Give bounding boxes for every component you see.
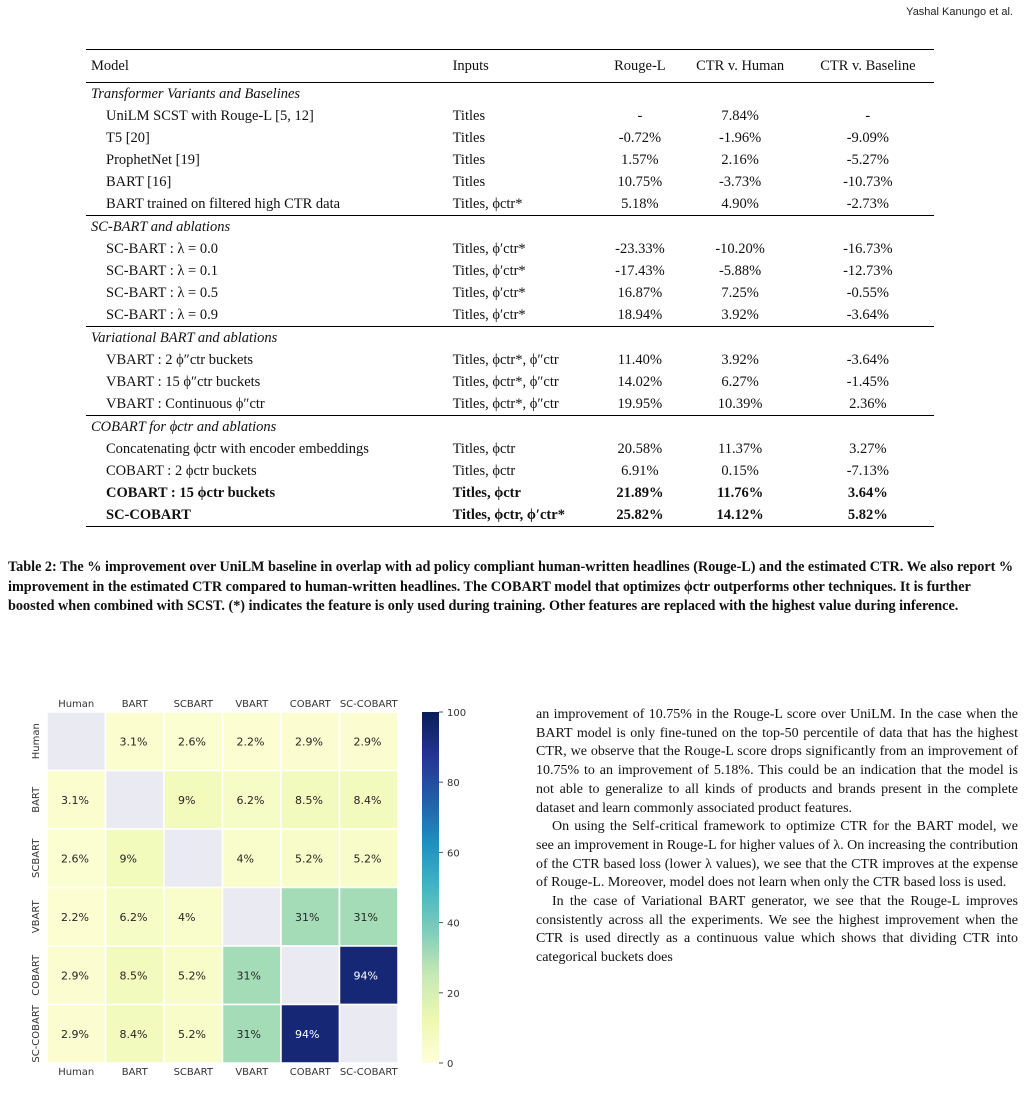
heatmap-top-tick-label: SCBART — [173, 699, 213, 710]
cell-rouge-l: 19.95% — [617, 395, 663, 412]
cell-ctr-vs-baseline: -9.09% — [846, 129, 889, 146]
cell-model: COBART : 2 ϕctr buckets — [106, 462, 257, 479]
heatmap-cell-label: 31% — [236, 969, 261, 983]
table-row — [86, 149, 934, 171]
heatmap-cell-label: 8.5% — [295, 793, 323, 807]
heatmap-bottom-tick-label: Human — [58, 1067, 95, 1078]
heatmap-cell-label: 9% — [119, 852, 137, 866]
section-header-row — [86, 416, 934, 439]
heatmap-cell — [47, 712, 106, 771]
cell-model: VBART : 2 ϕ″ctr buckets — [106, 351, 254, 368]
cell-ctr-vs-baseline: -7.13% — [846, 462, 889, 479]
cell-ctr-vs-human: 7.25% — [721, 284, 759, 301]
heatmap-cell-label: 3.1% — [119, 735, 148, 749]
heatmap-cell-label: 94% — [295, 1027, 320, 1041]
cell-ctr-vs-human: -5.88% — [718, 262, 762, 279]
cell-ctr-vs-human: 0.15% — [721, 462, 759, 479]
cell-ctr-vs-human: 11.37% — [718, 440, 763, 457]
heatmap-cell-label: 4% — [178, 910, 196, 924]
cell-ctr-vs-baseline: -3.64% — [846, 306, 889, 323]
colorbar-tick-label: 80 — [447, 778, 460, 790]
heatmap-cell-label: 5.2% — [353, 852, 382, 866]
colorbar-tick-label: 20 — [447, 988, 460, 1000]
heatmap-left-tick-label: COBART — [31, 954, 42, 996]
table-body — [86, 83, 934, 527]
heatmap-cell-label: 31% — [295, 910, 320, 924]
table-header-row — [86, 50, 934, 83]
cell-inputs: Titles, ϕ′ctr* — [452, 240, 526, 257]
heatmap-top-tick-label: COBART — [289, 699, 331, 710]
cell-inputs: Titles — [452, 173, 486, 190]
colorbar-tick-label: 60 — [447, 848, 460, 860]
cell-rouge-l: 25.82% — [601, 504, 678, 527]
cell-model: ProphetNet [19] — [106, 151, 200, 168]
cell-rouge-l: -17.43% — [615, 262, 665, 279]
heatmap-cell — [340, 1005, 399, 1064]
section-title: Variational BART and ablations — [86, 327, 934, 350]
cell-rouge-l: 21.89% — [616, 484, 664, 501]
heatmap-cell-label: 2.2% — [236, 735, 265, 749]
cell-ctr-vs-human: 11.76% — [716, 484, 764, 501]
heatmap-left-tick-label: SCBART — [31, 838, 42, 878]
table-row — [86, 304, 934, 327]
heatmap-cell-label: 2.9% — [61, 969, 89, 983]
cell-inputs: Titles, ϕ′ctr* — [452, 284, 526, 301]
heatmap-bottom-tick-label: VBART — [235, 1067, 269, 1078]
heatmap-cell-label: 94% — [353, 969, 378, 983]
heatmap-cell-label: 3.1% — [61, 793, 89, 807]
cell-ctr-vs-baseline: 2.36% — [849, 395, 887, 412]
results-table — [86, 49, 934, 527]
heatmap-top-tick-label: VBART — [235, 699, 269, 710]
colorbar-tick-label: 40 — [447, 918, 460, 930]
table-row — [86, 460, 934, 482]
table-row — [86, 438, 934, 460]
heatmap-cell-label: 2.6% — [178, 735, 206, 749]
table-caption: Table 2: The % improvement over UniLM baseline in overlap with ad policy compliant human-written headlines (Rouge-L) and the estimated CTR. We also report % improvement in the estimated CTR compared to human-written headlines. The COBART model that optimizes ϕctr outperforms other techniques. It is further boosted when combined with SCST. (*) indicates the feature is only used during training. Other features are replaced with the highest value during inference. — [8, 559, 1014, 614]
cell-model: VBART : Continuous ϕ″ctr — [106, 395, 265, 412]
heatmap-cell — [106, 771, 165, 830]
cell-inputs: Titles, ϕctr* — [452, 195, 523, 212]
heatmap-left-tick-label: BART — [31, 786, 42, 813]
cell-ctr-vs-human: 2.16% — [721, 151, 759, 168]
table-row — [86, 393, 934, 416]
heatmap-cell-label: 31% — [236, 1027, 261, 1041]
heatmap-left-tick-label: SC-COBART — [31, 1004, 42, 1063]
table-row — [86, 171, 934, 193]
heatmap-cell-label: 2.2% — [61, 910, 89, 924]
table-row — [86, 482, 934, 504]
heatmap-cell-label: 2.9% — [353, 735, 382, 749]
cell-ctr-vs-baseline: -5.27% — [846, 151, 889, 168]
heatmap-left-tick-label: Human — [31, 723, 42, 760]
heatmap-cell-label: 2.9% — [295, 735, 323, 749]
cell-model: Concatenating ϕctr with encoder embeddings — [106, 440, 369, 457]
cell-inputs: Titles — [452, 151, 486, 168]
table-row — [86, 127, 934, 149]
heatmap-bottom-tick-label: BART — [121, 1067, 148, 1078]
heatmap-cell — [164, 829, 223, 888]
cell-inputs: Titles, ϕ′ctr* — [452, 306, 526, 323]
cell-model: SC-BART : λ = 0.5 — [106, 284, 218, 301]
heatmap-cell-label: 9% — [178, 793, 196, 807]
heatmap-top-tick-label: SC-COBART — [339, 699, 398, 710]
heatmap-cell-label: 31% — [353, 910, 378, 924]
heatmap-cell-label: 6.2% — [236, 793, 265, 807]
heatmap-cell-label: 4% — [236, 852, 254, 866]
cell-rouge-l: 20.58% — [617, 440, 663, 457]
table-row — [86, 238, 934, 260]
cell-inputs: Titles, ϕctr*, ϕ″ctr — [452, 373, 559, 390]
heatmap-cell-label: 5.2% — [295, 852, 323, 866]
table-row — [86, 282, 934, 304]
cell-rouge-l: 5.18% — [621, 195, 659, 212]
cell-ctr-vs-human: 10.39% — [717, 395, 763, 412]
cell-rouge-l: -23.33% — [615, 240, 665, 257]
heatmap-top-tick-label: Human — [58, 699, 95, 710]
running-header-author: Yashal Kanungo et al. — [906, 6, 1013, 18]
col-header-inputs: Inputs — [448, 50, 602, 83]
section-title: Transformer Variants and Baselines — [91, 85, 301, 102]
cell-ctr-vs-human: 6.27% — [721, 373, 759, 390]
heatmap-left-tick-label: VBART — [31, 900, 42, 934]
col-header-rouge: Rouge-L — [601, 50, 678, 83]
heatmap-cell — [223, 888, 282, 947]
cell-ctr-vs-baseline: 3.27% — [849, 440, 887, 457]
cell-rouge-l: 10.75% — [617, 173, 663, 190]
cell-inputs: Titles, ϕctr, ϕ′ctr* — [448, 504, 602, 527]
heatmap-cell-label: 2.6% — [61, 852, 89, 866]
cell-rouge-l: 11.40% — [617, 351, 662, 368]
cell-ctr-vs-baseline: -10.73% — [843, 173, 893, 190]
cell-ctr-vs-human: -3.73% — [718, 173, 762, 190]
cell-ctr-vs-human: -1.96% — [718, 129, 762, 146]
cell-rouge-l: 18.94% — [617, 306, 663, 323]
colorbar — [422, 712, 439, 1063]
body-paragraph-2: On using the Self-critical framework to optimize CTR for the BART model, we see an improvement in Rouge-L for higher values of λ. On increasing the contribution of the CTR based loss (lower λ values), we see that the CTR improves at the expense of Rouge-L. Moreover, model does not learn when only the CTR based loss is used. — [536, 819, 1018, 891]
heatmap-bottom-tick-label: SCBART — [173, 1067, 213, 1078]
body-paragraph-3: In the case of Variational BART generator, we see that the Rouge-L improves consistently across all the experiments. We see the highest improvement when the CTR is used directly as a continuous value which shows that dividing CTR into categorical buckets does — [536, 894, 1018, 966]
cell-model: SC-BART : λ = 0.9 — [106, 306, 218, 323]
table-row — [86, 504, 934, 527]
heatmap-cell — [281, 946, 340, 1005]
cell-model: COBART : 15 ϕctr buckets — [106, 484, 276, 501]
heatmap-cell-label: 2.9% — [61, 1027, 89, 1041]
cell-ctr-vs-baseline: - — [865, 107, 871, 124]
col-header-ctr-baseline: CTR v. Baseline — [802, 50, 934, 83]
cell-model: SC-COBART — [86, 504, 448, 527]
cell-rouge-l: - — [637, 107, 643, 124]
cell-ctr-vs-human: 14.12% — [679, 504, 802, 527]
pairwise-similarity-heatmap — [0, 694, 520, 1094]
cell-ctr-vs-baseline: -12.73% — [843, 262, 893, 279]
cell-ctr-vs-baseline: -1.45% — [846, 373, 889, 390]
cell-ctr-vs-baseline: -3.64% — [846, 351, 889, 368]
cell-ctr-vs-baseline: 3.64% — [847, 484, 888, 501]
heatmap-cell-label: 5.2% — [178, 969, 206, 983]
table-row — [86, 371, 934, 393]
heatmap-bottom-tick-label: COBART — [289, 1067, 331, 1078]
cell-ctr-vs-human: -10.20% — [715, 240, 765, 257]
cell-inputs: Titles, ϕ′ctr* — [452, 262, 526, 279]
table-row — [86, 193, 934, 216]
cell-model: SC-BART : λ = 0.0 — [106, 240, 218, 257]
colorbar-tick-label: 0 — [447, 1059, 454, 1070]
cell-ctr-vs-baseline: -16.73% — [843, 240, 893, 257]
table-row — [86, 260, 934, 282]
cell-inputs: Titles, ϕctr — [452, 484, 521, 501]
heatmap-cell-label: 8.4% — [353, 793, 382, 807]
cell-ctr-vs-human: 3.92% — [721, 306, 759, 323]
heatmap-top-tick-label: BART — [121, 699, 148, 710]
cell-model: T5 [20] — [106, 129, 150, 146]
heatmap-bottom-tick-label: SC-COBART — [339, 1067, 398, 1078]
cell-rouge-l: 1.57% — [621, 151, 659, 168]
cell-rouge-l: 14.02% — [617, 373, 663, 390]
table-row — [86, 105, 934, 127]
section-header-row — [86, 83, 934, 106]
cell-rouge-l: -0.72% — [618, 129, 662, 146]
cell-ctr-vs-human: 3.92% — [721, 351, 759, 368]
cell-inputs: Titles, ϕctr*, ϕ″ctr — [452, 351, 559, 368]
heatmap-cell-label: 6.2% — [119, 910, 148, 924]
heatmap-cell-label: 5.2% — [178, 1027, 206, 1041]
cell-model: SC-BART : λ = 0.1 — [106, 262, 218, 279]
heatmap-svg — [0, 694, 520, 1094]
heatmap-cell-label: 8.4% — [119, 1027, 148, 1041]
heatmap-cell-label: 8.5% — [119, 969, 148, 983]
cell-ctr-vs-baseline: 5.82% — [802, 504, 934, 527]
section-title: SC-BART and ablations — [86, 216, 934, 239]
body-paragraph-1: an improvement of 10.75% in the Rouge-L score over UniLM. In the case when the BART model is only fine-tuned on the top-50 percentile of data that has the highest CTR, we observe that the Rouge-L score drops significantly from an improvement of 10.75% to an improvement of 5.18%. This could be an indication that the model is not able to generalize to all kinds of products and brands present in the complete dataset and learn commonly associated product features. — [536, 707, 1018, 816]
cell-model: VBART : 15 ϕ″ctr buckets — [106, 373, 261, 390]
colorbar-tick-label: 100 — [447, 708, 467, 719]
cell-ctr-vs-human: 7.84% — [721, 107, 759, 124]
body-text-column — [536, 706, 1018, 968]
cell-model: BART [16] — [106, 173, 172, 190]
cell-inputs: Titles, ϕctr*, ϕ″ctr — [452, 395, 559, 412]
cell-model: UniLM SCST with Rouge-L [5, 12] — [106, 107, 314, 124]
cell-ctr-vs-baseline: -2.73% — [846, 195, 889, 212]
cell-inputs: Titles — [452, 107, 486, 124]
col-header-ctr-human: CTR v. Human — [679, 50, 802, 83]
cell-ctr-vs-human: 4.90% — [721, 195, 759, 212]
col-header-model: Model — [86, 50, 448, 83]
section-header-row — [86, 327, 934, 350]
cell-inputs: Titles, ϕctr — [452, 440, 516, 457]
cell-rouge-l: 6.91% — [621, 462, 659, 479]
table-row — [86, 349, 934, 371]
cell-rouge-l: 16.87% — [617, 284, 663, 301]
cell-inputs: Titles, ϕctr — [452, 462, 516, 479]
cell-ctr-vs-baseline: -0.55% — [846, 284, 889, 301]
section-title: COBART for ϕctr and ablations — [86, 416, 934, 439]
cell-inputs: Titles — [452, 129, 486, 146]
section-header-row — [86, 216, 934, 239]
cell-model: BART trained on filtered high CTR data — [106, 195, 341, 212]
